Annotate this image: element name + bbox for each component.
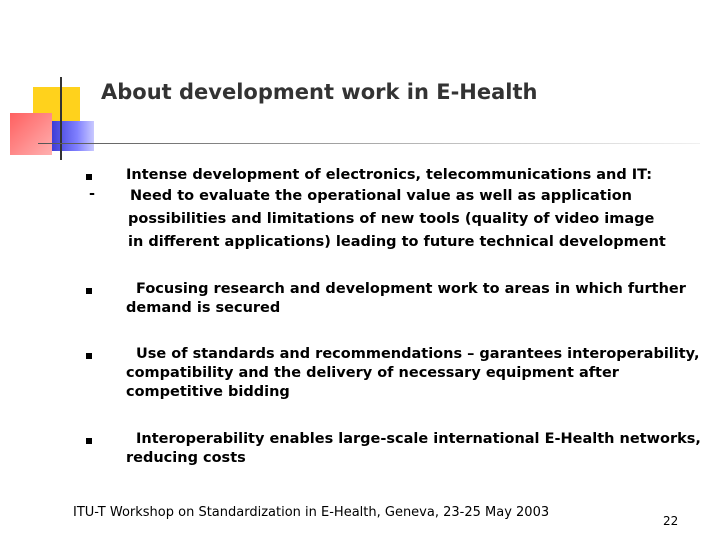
- decor-red-square: [10, 113, 52, 155]
- slide-footer: ITU-T Workshop on Standardization in E-Health, Geneva, 23-25 May 2003: [73, 505, 550, 520]
- bullet-1-text: Intense development of electronics, telecommunications and IT:: [126, 167, 653, 183]
- bullet-4-line: Interoperability enables large-scale international E-Health networks,: [136, 431, 701, 447]
- decor-vertical-line: [60, 77, 62, 160]
- sub-bullet-line: in different applications) leading to future technical development: [128, 234, 666, 250]
- bullet-4-line: reducing costs: [126, 450, 246, 466]
- bullet-square-icon: [86, 353, 92, 359]
- sub-bullet-line: possibilities and limitations of new tools (quality of video image: [128, 211, 655, 227]
- title-underline: [38, 143, 700, 144]
- sub-bullet-line: Need to evaluate the operational value as well as application: [130, 188, 632, 204]
- bullet-square-icon: [86, 174, 92, 180]
- bullet-square-icon: [86, 288, 92, 294]
- bullet-2-line: demand is secured: [126, 300, 281, 316]
- slide-title: About development work in E-Health: [101, 80, 538, 104]
- bullet-3-line: Use of standards and recommendations – garantees interoperability,: [136, 346, 700, 362]
- sub-bullet-dash: -: [89, 186, 96, 202]
- bullet-2-line: Focusing research and development work to areas in which further: [136, 281, 686, 297]
- bullet-3-line: competitive bidding: [126, 384, 290, 400]
- bullet-3-line: compatibility and the delivery of necessary equipment after: [126, 365, 619, 381]
- decor-blue-bar: [52, 121, 94, 151]
- bullet-square-icon: [86, 438, 92, 444]
- page-number: 22: [663, 514, 679, 528]
